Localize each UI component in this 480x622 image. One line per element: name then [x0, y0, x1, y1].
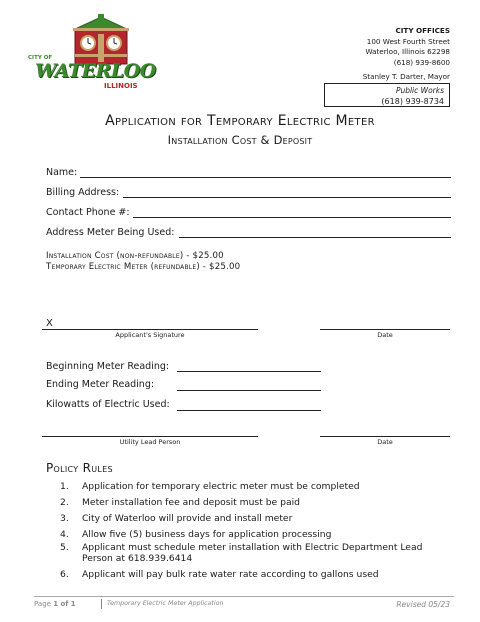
applicant-date-field[interactable]	[320, 329, 450, 330]
footer-page-number: 1 of 1	[53, 600, 76, 608]
list-item-number: 2.	[60, 497, 69, 508]
page-subtitle: Installation Cost & Deposit	[167, 133, 313, 147]
footer-page	[34, 600, 76, 608]
meter-deposit: Temporary Electric Meter (refundable) - $25.00	[46, 262, 241, 272]
meter-address-field[interactable]	[179, 237, 451, 238]
page-title: Application for Temporary Electric Meter	[105, 113, 375, 129]
office-name: CITY OFFICES	[395, 26, 450, 35]
contact-phone-field[interactable]	[133, 217, 451, 218]
logo-city-of: CITY OF	[28, 55, 53, 61]
billing-address-field[interactable]	[123, 197, 451, 198]
footer-doc-name: Temporary Electric Meter Application	[107, 600, 224, 607]
public-works-box	[324, 83, 450, 107]
list-item-text: Applicant will pay bulk rate water rate according to gallons used	[82, 569, 379, 580]
list-item-number: 4.	[60, 529, 69, 540]
applicant-date-label: Date	[377, 331, 393, 339]
name-label: Name:	[46, 167, 78, 178]
applicant-signature-field[interactable]	[42, 329, 258, 330]
footer-revised: Revised 05/23	[396, 600, 450, 609]
list-item-number: 6.	[60, 569, 69, 580]
mayor-name: Stanley T. Darter, Mayor	[362, 72, 450, 81]
applicant-signature-label: Applicant's Signature	[115, 331, 185, 339]
footer-separator	[101, 599, 102, 609]
footer-divider	[34, 596, 454, 597]
policy-rules-heading: Policy Rules	[46, 461, 113, 475]
beginning-reading-label: Beginning Meter Reading:	[46, 361, 170, 372]
utility-lead-label: Utility Lead Person	[119, 438, 181, 446]
name-field[interactable]	[80, 177, 451, 178]
office-city: Waterloo, Illinois 62298	[365, 47, 450, 56]
public-works-phone: (618) 939-8734	[381, 97, 444, 106]
kilowatts-label: Kilowatts of Electric Used:	[46, 399, 170, 410]
utility-date-label: Date	[377, 438, 393, 446]
office-phone: (618) 939-8600	[393, 57, 450, 67]
list-item-text: Meter installation fee and deposit must be paid	[82, 497, 300, 508]
logo-state: ILLINOIS	[104, 82, 138, 90]
utility-date-field[interactable]	[320, 436, 450, 437]
list-item-number: 3.	[60, 513, 69, 524]
utility-lead-field[interactable]	[42, 436, 258, 437]
city-logo	[28, 14, 156, 94]
logo-name: WATERLOO	[35, 60, 156, 82]
signature-x-mark: X	[46, 318, 53, 329]
list-item-text: Allow five (5) business days for application processing	[82, 529, 332, 540]
contact-phone-label: Contact Phone #:	[46, 207, 130, 218]
public-works-label: Public Works	[395, 86, 444, 95]
billing-address-label: Billing Address:	[46, 187, 120, 198]
installation-cost: Installation Cost (non-refundable) - $25.00	[46, 251, 224, 261]
list-item-number: 5.	[60, 542, 69, 553]
list-item-text: Applicant must schedule meter installation with Electric Department Lead Person at 618.939.6414	[82, 542, 423, 564]
city-offices-block	[363, 26, 450, 83]
beginning-reading-field[interactable]	[177, 371, 321, 372]
ending-reading-field[interactable]	[177, 390, 321, 391]
list-item-text: City of Waterloo will provide and install meter	[82, 513, 293, 524]
office-street: 100 West Fourth Street	[366, 36, 450, 46]
list-item-text: Application for temporary electric meter must be completed	[82, 481, 360, 492]
list-item-number: 1.	[60, 481, 69, 492]
kilowatts-field[interactable]	[177, 410, 321, 411]
ending-reading-label: Ending Meter Reading:	[46, 379, 155, 390]
meter-address-label: Address Meter Being Used:	[46, 227, 175, 238]
footer-page-prefix: Page	[34, 600, 51, 608]
